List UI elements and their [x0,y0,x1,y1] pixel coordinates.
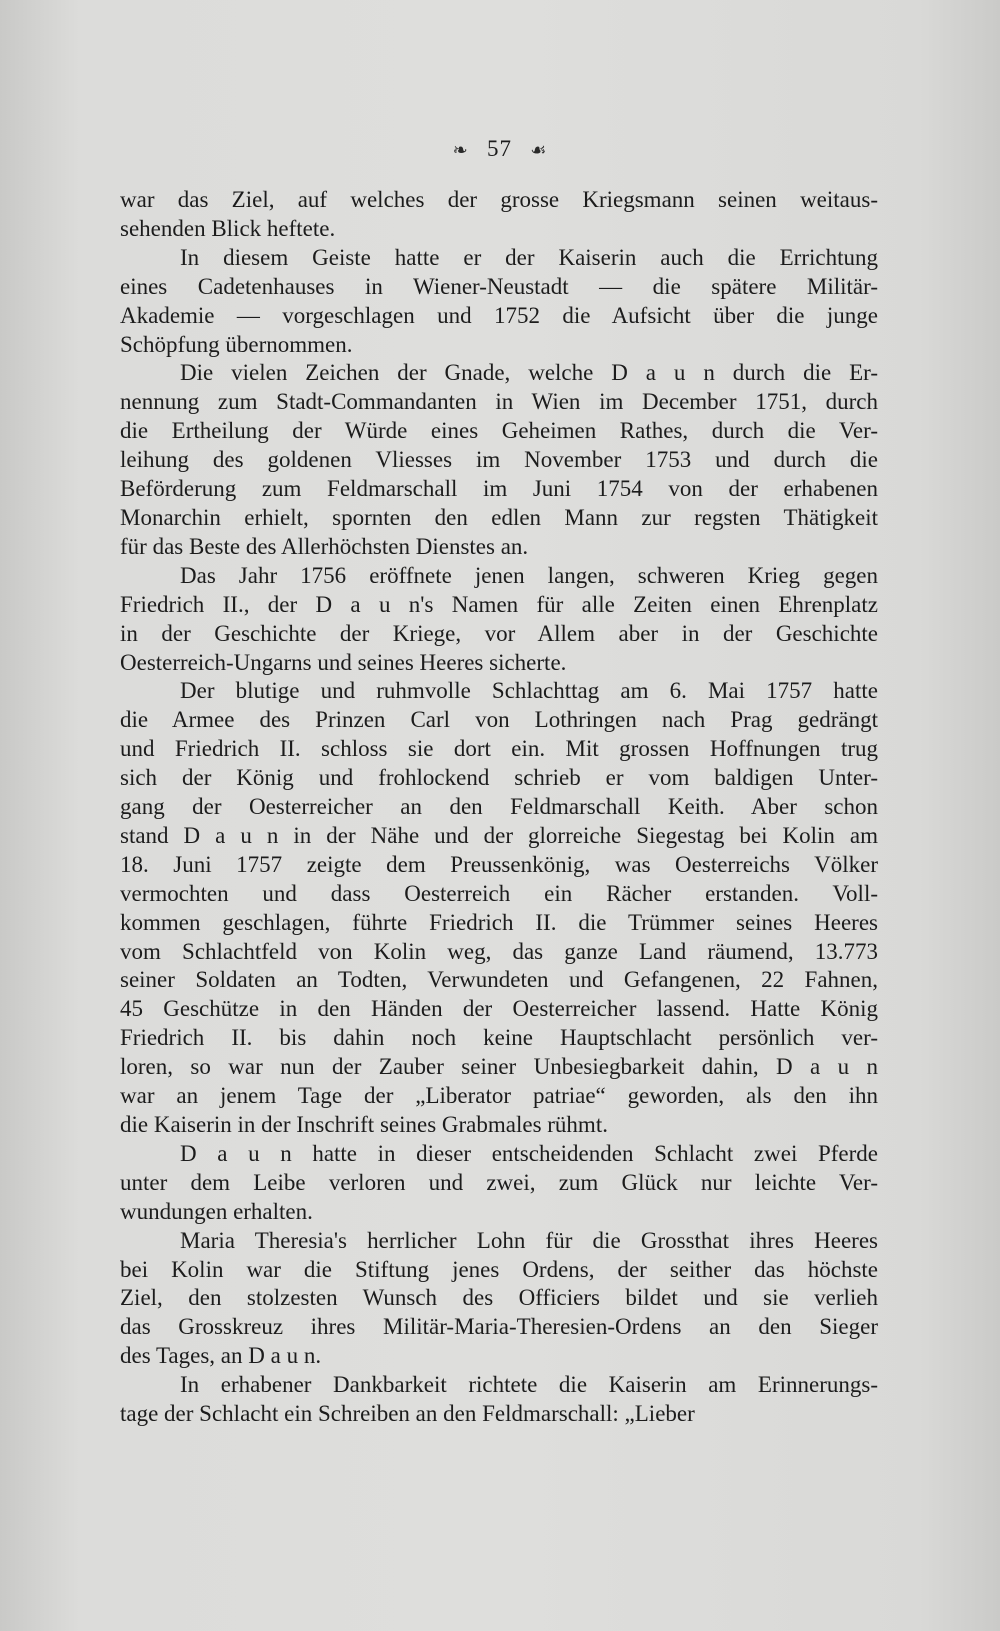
page-header [0,136,1000,162]
text-line: Schöpfung übernommen. [120,331,353,357]
ornament-right-icon: ☙ [530,139,548,161]
paragraph [120,677,878,1140]
text-line: eines Cadetenhauses in Wiener-Neustadt — die spätere Militär- [120,273,878,299]
text-line: in der Geschichte der Kriege, vor Allem aber in der Geschichte [120,620,878,646]
text-line: leihung des goldenen Vliesses im November 1753 und durch die [120,447,878,473]
paragraph [120,1371,878,1429]
paragraph [120,244,878,360]
text-line: In erhabener Dankbarkeit richtete die Kaiserin am Erinnerungs- [180,1372,878,1398]
text-line: Monarchin erhielt, spornten den edlen Mann zur regsten Thätigkeit [120,504,878,530]
text-line: Beförderung zum Feldmarschall im Juni 1754 von der erhabenen [120,476,878,502]
text-line: loren, so war nun der Zauber seiner Unbesiegbarkeit dahin, D a u n [120,1054,878,1080]
text-line: Oesterreich-Ungarns und seines Heeres sicherte. [120,649,567,675]
text-line: gang der Oesterreicher an den Feldmarschall Keith. Aber schon [120,794,878,820]
text-line: seiner Soldaten an Todten, Verwundeten und Gefangenen, 22 Fahnen, [120,967,878,993]
text-line: tage der Schlacht ein Schreiben an den Feldmarschall: „Lieber [120,1401,695,1427]
text-line: das Grosskreuz ihres Militär-Maria-Theresien-Ordens an den Sieger [120,1314,878,1340]
paragraph [120,186,878,244]
text-line: sich der König und frohlockend schrieb er vom baldigen Unter- [120,765,878,791]
text-line: 18. Juni 1757 zeigte dem Preussenkönig, was Oesterreichs Völker [120,851,878,877]
text-line: vermochten und dass Oesterreich ein Rächer erstanden. Voll- [120,880,878,906]
text-line: stand D a u n in der Nähe und der glorreiche Siegestag bei Kolin am [120,822,878,848]
text-line: Das Jahr 1756 eröffnete jenen langen, schweren Krieg gegen [180,562,878,588]
text-line: die Ertheilung der Würde eines Geheimen Rathes, durch die Ver- [120,418,878,444]
text-line: Akademie — vorgeschlagen und 1752 die Aufsicht über die junge [120,302,878,328]
page-number: 57 [486,136,512,161]
text-line: Friedrich II., der D a u n's Namen für alle Zeiten einen Ehrenplatz [120,591,878,617]
text-line: war an jenem Tage der „Liberator patriae“ geworden, als den ihn [120,1083,878,1109]
text-line: Der blutige und ruhmvolle Schlachttag am 6. Mai 1757 hatte [180,678,878,704]
text-line: Friedrich II. bis dahin noch keine Hauptschlacht persönlich ver- [120,1025,878,1051]
text-line: unter dem Leibe verloren und zwei, zum Glück nur leichte Ver- [120,1169,878,1195]
ornament-left-icon: ❧ [452,139,469,161]
text-line: Die vielen Zeichen der Gnade, welche D a u n durch die Er- [180,360,878,386]
text-line: Ziel, den stolzesten Wunsch des Officiers bildet und sie verlieh [120,1285,878,1311]
text-line: wundungen erhalten. [120,1198,313,1224]
text-line: die Armee des Prinzen Carl von Lothringen nach Prag gedrängt [120,707,878,733]
paragraph [120,1140,878,1227]
paragraph [120,1227,878,1372]
paragraph [120,359,878,561]
text-line: In diesem Geiste hatte er der Kaiserin auch die Errichtung [180,244,878,270]
paragraph [120,562,878,678]
text-line: vom Schlachtfeld von Kolin weg, das ganze Land räumend, 13.773 [120,938,878,964]
text-line: sehenden Blick heftete. [120,215,336,241]
text-line: nennung zum Stadt-Commandanten in Wien im December 1751, durch [120,389,878,415]
text-line: kommen geschlagen, führte Friedrich II. die Trümmer seines Heeres [120,909,878,935]
text-line: war das Ziel, auf welches der grosse Kriegsmann seinen weitaus- [120,187,878,212]
text-line: 45 Geschütze in den Händen der Oesterreicher lassend. Hatte König [120,996,878,1022]
body-text [120,186,878,1429]
text-line: D a u n hatte in dieser entscheidenden Schlacht zwei Pferde [180,1140,878,1166]
text-line: die Kaiserin in der Inschrift seines Grabmales rühmt. [120,1112,608,1137]
text-line: und Friedrich II. schloss sie dort ein. Mit grossen Hoffnungen trug [120,736,878,762]
text-line: des Tages, an D a u n. [120,1343,322,1369]
text-line: Maria Theresia's herrlicher Lohn für die Grossthat ihres Heeres [180,1227,878,1253]
text-line: bei Kolin war die Stiftung jenes Ordens, der seither das höchste [120,1256,878,1282]
text-line: für das Beste des Allerhöchsten Dienstes an. [120,533,529,559]
